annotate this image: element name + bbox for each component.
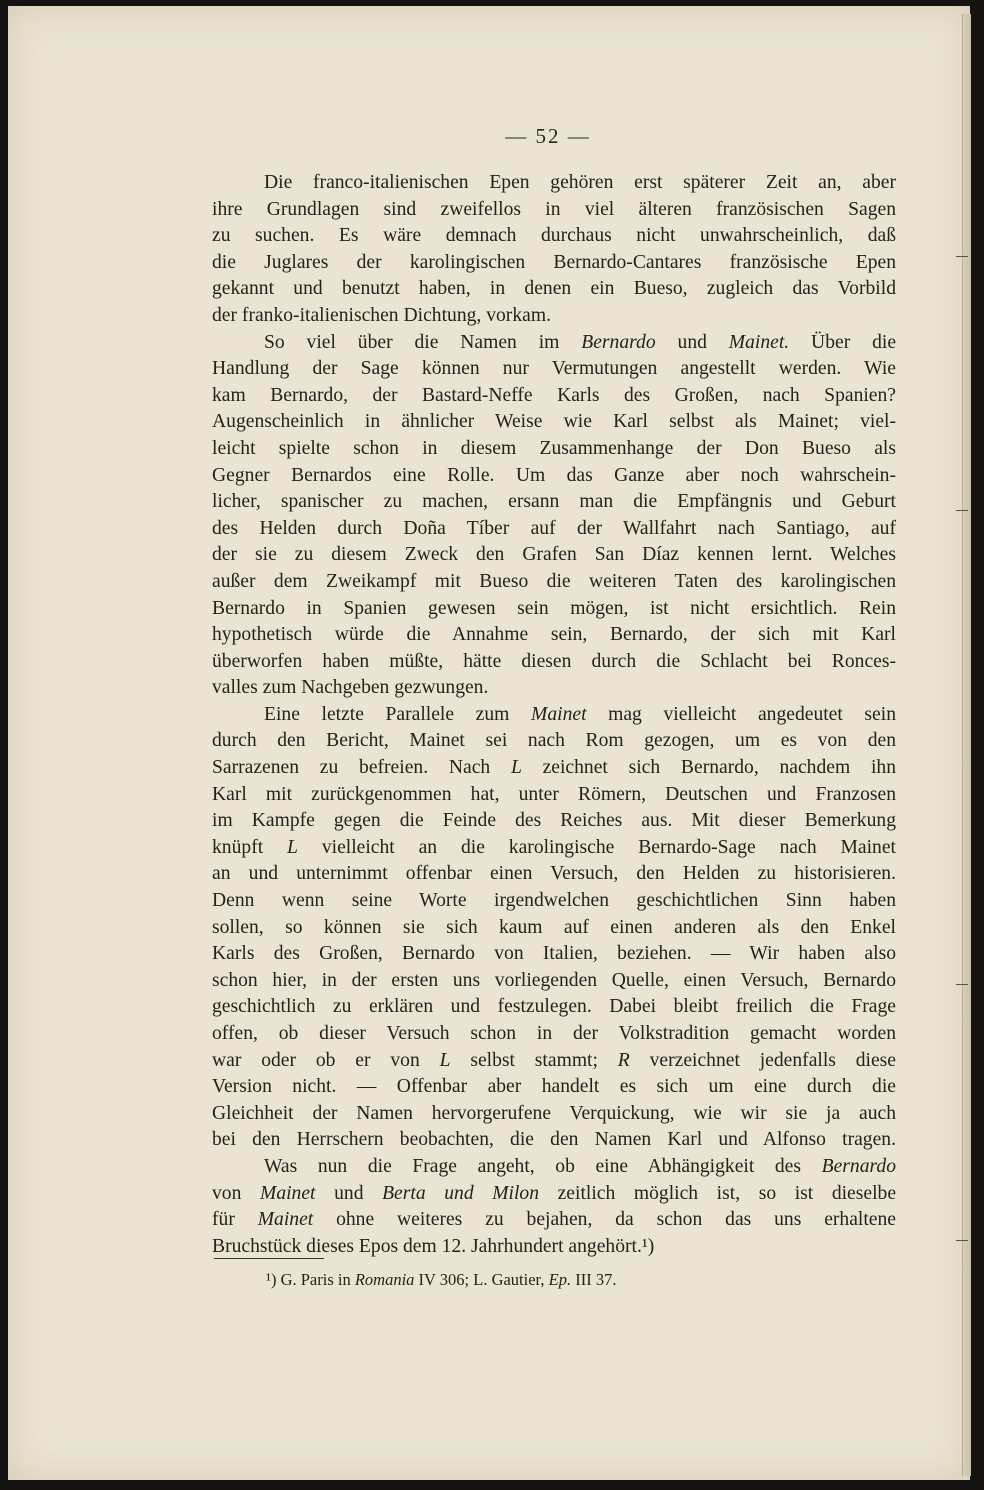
footnote-rule [214,1258,324,1259]
text-line: valles zum Nachgeben gezwungen. [212,677,489,699]
text-line: Augenscheinlich in ähnlicher Weise wie Karl selbst als Mainet; viel- [212,411,896,433]
text-line: Handlung der Sage können nur Vermutungen angestellt werden. Wie [212,358,896,380]
text-line: an und unternimmt offenbar einen Versuch, den Helden zu historisieren. [212,863,896,885]
text-line: Denn wenn seine Worte irgendwelchen geschichtlichen Sinn haben [212,890,896,912]
italic-title: Mainet [257,1209,314,1231]
italic-siglum: L [510,757,522,779]
text-line: knüpft L vielleicht an die karolingische Bernardo-Sage nach Mainet [212,836,896,858]
italic-title: Mainet [531,703,587,725]
text-line: im Kampfe gegen die Feinde des Reiches aus. Mit dieser Bemerkung [212,810,896,832]
text-line: Version nicht. — Offenbar aber handelt es sich um eine durch die [212,1076,896,1098]
text-line: leicht spielte schon in diesem Zusammenhange der Don Bueso als [212,437,896,459]
text-line: die Juglares der karolingischen Bernardo-Cantares französische Epen [212,251,896,273]
text-line: der sie zu diesem Zweck den Grafen San Díaz kennen lernt. Welches [212,544,896,566]
text-line: der franko-italienischen Dichtung, vorkam. [212,304,551,326]
text-line: Karls des Großen, Bernardo von Italien, beziehen. — Wir haben also [212,943,896,965]
page-number: — 52 — [505,124,591,148]
margin-mark [956,510,968,511]
text-line: Was nun die Frage angeht, ob eine Abhängigkeit des Bernardo [264,1155,896,1177]
text-line: sollen, so können sie sich kaum auf einen anderen als den Enkel [212,916,896,938]
text-line: offen, ob dieser Versuch schon in der Volkstradition gemacht worden [212,1023,896,1044]
text-line: Sarrazenen zu befreien. Nach L zeichnet sich Bernardo, nachdem ihn [212,757,896,779]
text-line: kam Bernardo, der Bastard-Neffe Karls des Großen, nach Spanien? [212,384,896,406]
italic-title: Mainet. [728,331,790,353]
italic-title: Bernardo [581,331,656,353]
book-page [8,6,970,1480]
body-text [212,170,896,1260]
page-edge [962,14,971,1476]
italic-siglum: R [617,1049,630,1071]
text-line: Gegner Bernardos eine Rolle. Um das Ganze aber noch wahrschein- [212,464,896,486]
text-line: Bruchstück dieses Epos dem 12. Jahrhundert angehört.¹) [212,1235,655,1257]
text-line: Bernardo in Spanien gewesen sein mögen, ist nicht ersichtlich. Rein [212,597,896,619]
text-line: durch den Bericht, Mainet sei nach Rom gezogen, um es von den [212,730,896,752]
text-line: außer dem Zweikampf mit Bueso die weiteren Taten des karolingischen [212,570,896,592]
text-line: des Helden durch Doña Tíber auf der Wallfahrt nach Santiago, auf [212,517,896,539]
text-line: Gleichheit der Namen hervorgerufene Verquickung, wie wir sie ja auch [212,1102,896,1124]
text-line: geschichtlich zu erklären und festzulegen. Dabei bleibt freilich die Frage [212,996,896,1018]
margin-mark [956,256,968,257]
text-line: licher, spanischer zu machen, ersann man die Empfängnis und Geburt [212,491,896,513]
margin-mark [956,984,968,985]
text-line: ihre Grundlagen sind zweifellos in viel älteren französischen Sagen [212,198,896,220]
text-line: von Mainet und Berta und Milon zeitlich möglich ist, so ist dieselbe [212,1182,897,1204]
text-line: war oder ob er von L selbst stammt; R verzeichnet jedenfalls diese [212,1049,896,1071]
text-line: bei den Herrschern beobachten, die den Namen Karl und Alfonso tragen. [212,1129,896,1151]
italic-siglum: L [439,1049,451,1071]
text-line: für Mainet ohne weiteres zu bejahen, da schon das uns erhaltene [212,1209,896,1231]
text-line: Karl mit zurückgenommen hat, unter Römern, Deutschen und Franzosen [212,783,896,805]
italic-title: Ep. [548,1270,572,1289]
text-line: So viel über die Namen im Bernardo und Mainet. Über die [264,331,897,353]
italic-siglum: L [287,836,298,858]
text-line: hypothetisch würde die Annahme sein, Bernardo, der sich mit Karl [212,624,896,646]
italic-title: Mainet [260,1182,316,1204]
footnote: ¹) G. Paris in Romania IV 306; L. Gautier, Ep. III 37. [266,1270,617,1289]
italic-title: Berta und Milon [382,1182,540,1204]
text-line: überworfen haben müßte, hätte diesen durch die Schlacht bei Ronces- [212,650,896,672]
text-line: gekannt und benutzt haben, in denen ein Bueso, zugleich das Vorbild [212,278,896,300]
margin-mark [956,1240,968,1241]
text-line: schon hier, in der ersten uns vorliegenden Quelle, einen Versuch, Bernardo [212,969,896,991]
italic-title: Romania [354,1270,415,1289]
text-line: Die franco-italienischen Epen gehören erst späterer Zeit an, aber [264,172,896,193]
text-line: Eine letzte Parallele zum Mainet mag vielleicht angedeutet sein [264,703,896,725]
text-line: zu suchen. Es wäre demnach durchaus nicht unwahrscheinlich, daß [212,225,896,247]
italic-title: Bernardo [821,1155,896,1177]
